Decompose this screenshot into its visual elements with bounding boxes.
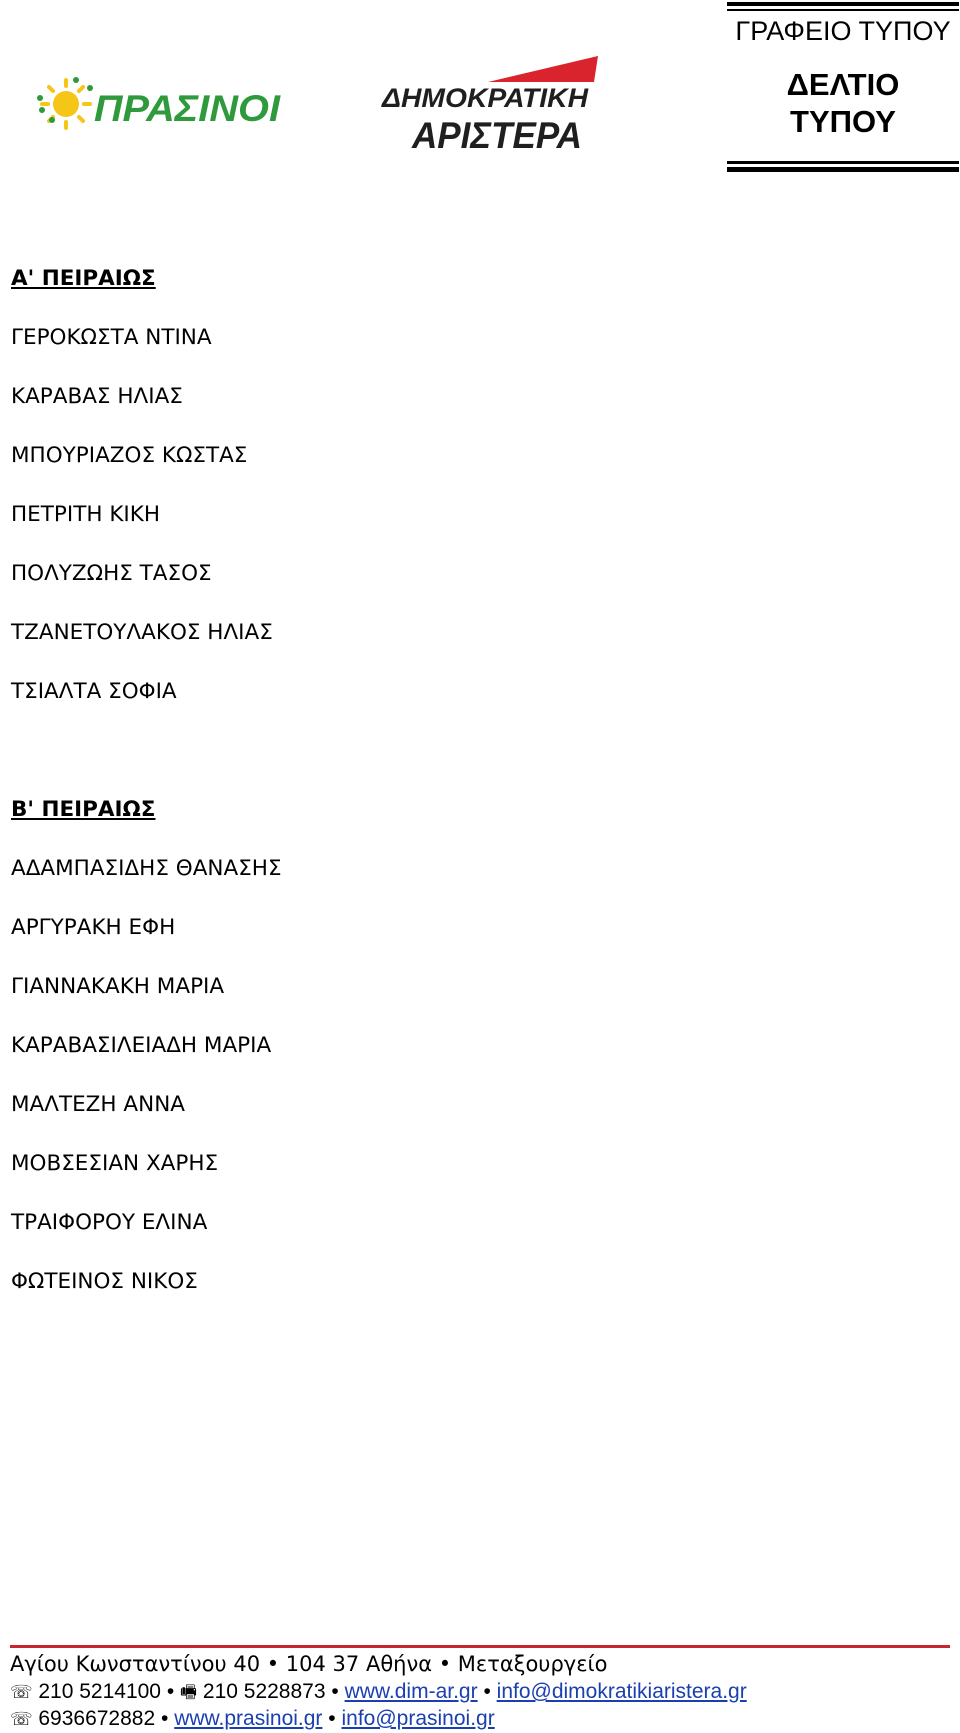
candidate-name: ΜΠΟΥΡΙΑΖΟΣ ΚΩΣΤΑΣ — [11, 443, 248, 468]
candidate-name: ΤΣΙΑΛΤΑ ΣΟΦΙΑ — [11, 679, 177, 704]
press-office-label: ΓΡΑΦΕΙΟ ΤΥΠΟΥ — [735, 16, 951, 46]
candidate-name: ΚΑΡΑΒΑΣΙΛΕΙΑΔΗ ΜΑΡΙΑ — [11, 1033, 272, 1058]
candidate-name: ΠΕΤΡΙΤΗ ΚΙΚΗ — [11, 502, 161, 527]
bottom-rule-thin — [727, 161, 959, 164]
red-flag-shape — [488, 56, 598, 82]
footer — [10, 1651, 950, 1732]
phone-number: 210 5214100 — [38, 1680, 161, 1703]
section-piraeus-b — [11, 789, 911, 1320]
top-rule-thick — [727, 2, 959, 6]
dimar-logo-line2: ΑΡΙΣΤΕΡΑ — [411, 115, 582, 156]
phone-icon: ☏ — [10, 1709, 33, 1730]
candidate-name: ΠΟΛΥΖΩΗΣ ΤΑΣΟΣ — [11, 561, 212, 586]
candidate-name: ΜΟΒΣΕΣΙΑΝ ΧΑΡΗΣ — [11, 1151, 219, 1176]
website-link-prasinoi[interactable]: www.prasinoi.gr — [174, 1707, 323, 1730]
email-link-dimar[interactable]: info@dimokratikiaristera.gr — [496, 1680, 747, 1703]
candidate-name: ΓΙΑΝΝΑΚΑΚΗ ΜΑΡΙΑ — [11, 974, 225, 999]
bullet-separator: • — [166, 1680, 175, 1703]
fax-icon: 🖷 — [180, 1682, 198, 1703]
fax-number: 210 5228873 — [202, 1680, 326, 1703]
candidate-name: ΜΑΛΤΕΖΗ ΑΝΝΑ — [11, 1092, 185, 1117]
sun-icon — [37, 77, 93, 128]
prasinoi-logo — [36, 74, 282, 134]
mobile-number: 6936672882 — [38, 1707, 156, 1730]
bullet-separator: • — [331, 1680, 339, 1703]
prasinoi-logo-text: ΠΡΑΣΙΝΟΙ — [94, 88, 281, 129]
dimokratiki-aristera-logo — [378, 52, 604, 156]
bullet-separator: • — [328, 1707, 336, 1730]
section-heading: Β' ΠΕΙΡΑΙΩΣ — [11, 797, 156, 822]
dimar-logo-line1: ΔΗΜΟΚΡΑΤΙΚΗ — [380, 83, 589, 113]
phone-icon: ☏ — [10, 1682, 33, 1703]
top-rule-thin — [727, 9, 959, 11]
footer-contact-row-1 — [10, 1678, 950, 1705]
bullet-separator: • — [483, 1680, 491, 1703]
candidate-name: ΤΡΑΙΦΟΡΟΥ ΕΛΙΝΑ — [11, 1210, 208, 1235]
email-link-prasinoi[interactable]: info@prasinoi.gr — [341, 1707, 495, 1730]
press-release-box — [727, 0, 959, 176]
section-heading: Α' ΠΕΙΡΑΙΩΣ — [11, 266, 156, 291]
bottom-rule-thick — [727, 167, 959, 172]
candidate-name: ΦΩΤΕΙΝΟΣ ΝΙΚΟΣ — [11, 1269, 198, 1294]
candidate-lists — [11, 258, 911, 1320]
website-link-dimar[interactable]: www.dim-ar.gr — [344, 1680, 478, 1703]
candidate-name: ΤΖΑΝΕΤΟΥΛΑΚΟΣ ΗΛΙΑΣ — [11, 620, 273, 645]
candidate-name: ΚΑΡΑΒΑΣ ΗΛΙΑΣ — [11, 384, 183, 409]
bullet-separator: • — [161, 1707, 169, 1730]
candidate-name: ΑΔΑΜΠΑΣΙΔΗΣ ΘΑΝΑΣΗΣ — [11, 856, 282, 881]
section-piraeus-a — [11, 258, 911, 730]
footer-rule — [10, 1645, 950, 1648]
candidate-name: ΓΕΡΟΚΩΣΤΑ ΝΤΙΝΑ — [11, 325, 212, 350]
press-release-title-line1: ΔΕΛΤΙΟ — [786, 67, 900, 102]
press-release-title-line2: ΤΥΠΟΥ — [790, 104, 896, 139]
candidate-name: ΑΡΓΥΡΑΚΗ ΕΦΗ — [11, 915, 176, 940]
footer-address: Αγίου Κωνσταντίνου 40 • 104 37 Αθήνα • Μεταξουργείο — [10, 1652, 608, 1676]
footer-contact-row-2 — [10, 1705, 950, 1732]
press-release-title — [727, 66, 959, 140]
